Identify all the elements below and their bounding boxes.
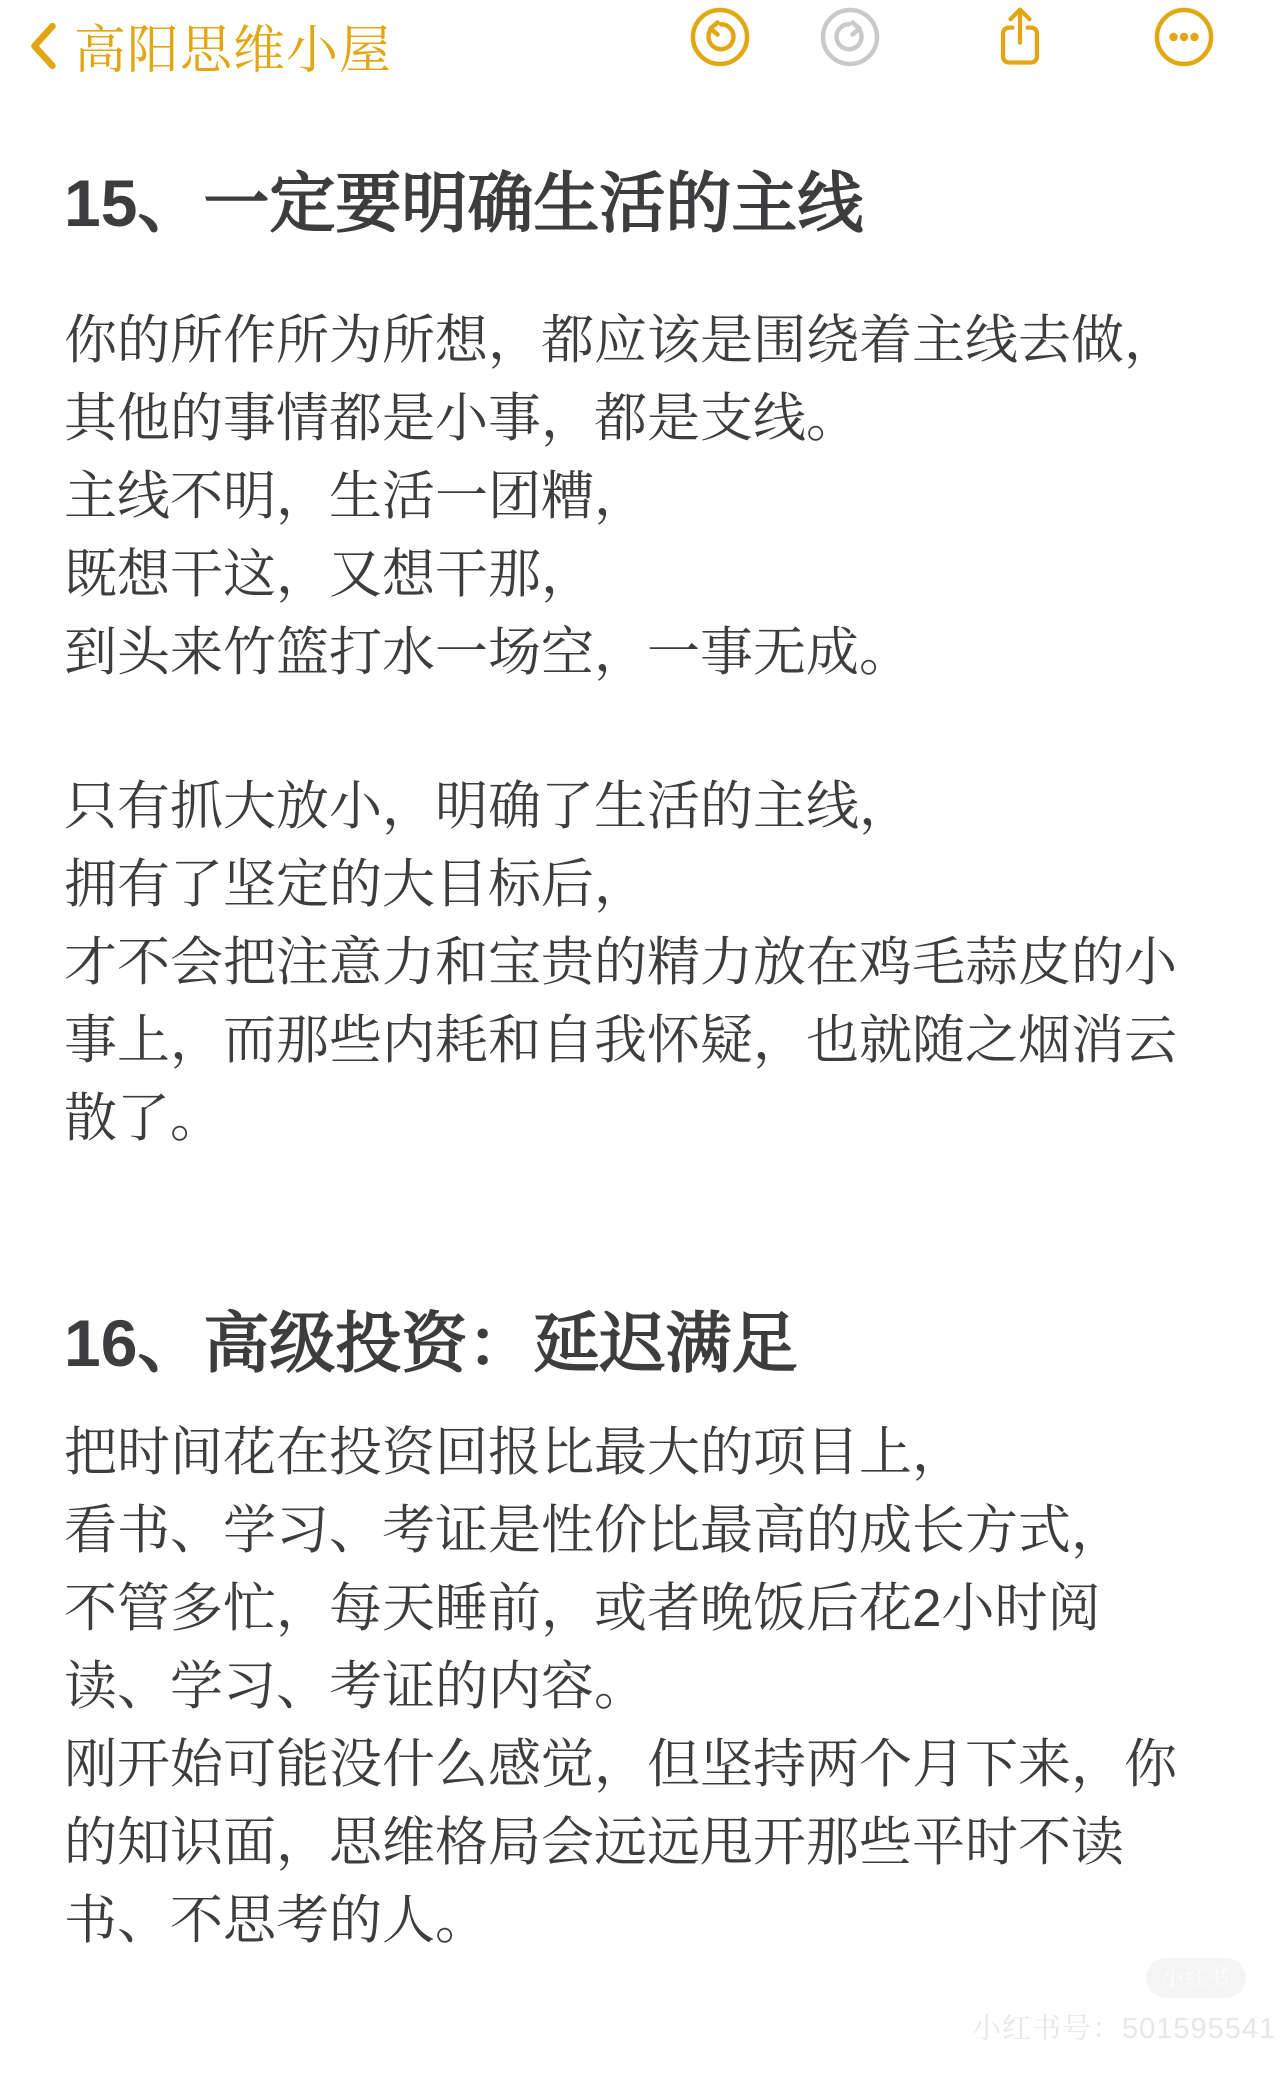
paragraph-delayed-gratification: [64, 1414, 1254, 1960]
nav-bar: [0, 0, 1284, 86]
undo-icon: [688, 4, 752, 70]
text-line: 的知识面，思维格局会远远甩开那些平时不读: [64, 1813, 1124, 1872]
text-line: 主线不明，生活一团糟，: [64, 467, 647, 526]
text-line: 读、学习、考证的内容。: [64, 1657, 647, 1716]
redo-icon: [818, 4, 882, 70]
note-content[interactable]: [0, 86, 1284, 2076]
paragraph-focus-big: [64, 768, 1254, 1158]
section-heading-15: 15、一定要明确生活的主线: [64, 166, 864, 241]
text-line: 书、不思考的人。: [64, 1891, 488, 1950]
xiaohongshu-badge: 小红书: [1146, 1958, 1246, 1998]
section-heading-16: 16、高级投资：延迟满足: [64, 1306, 798, 1381]
text-line: 既想干这，又想干那，: [64, 545, 594, 604]
text-line: 你的所作所为所想，都应该是围绕着主线去做，: [64, 311, 1177, 370]
share-button[interactable]: [988, 4, 1052, 70]
text-line: 才不会把注意力和宝贵的精力放在鸡毛蒜皮的小: [64, 933, 1177, 992]
back-chevron-icon: [26, 20, 60, 72]
paragraph-main-line: [64, 302, 1254, 692]
text-line: 散了。: [64, 1089, 223, 1148]
text-line: 把时间花在投资回报比最大的项目上，: [64, 1423, 965, 1482]
text-line: 事上，而那些内耗和自我怀疑，也就随之烟消云: [64, 1011, 1177, 1070]
text-line: 到头来竹篮打水一场空，一事无成。: [64, 623, 912, 682]
text-line: 不管多忙，每天睡前，或者晚饭后花2小时阅: [64, 1579, 1101, 1638]
xiaohongshu-id-watermark: 小红书号：501595541: [972, 2013, 1277, 2045]
undo-button[interactable]: [688, 4, 752, 70]
ellipsis-icon: [1152, 4, 1216, 70]
text-line: 只有抓大放小，明确了生活的主线，: [64, 777, 912, 836]
more-button[interactable]: [1152, 4, 1216, 70]
text-line: 拥有了坚定的大目标后，: [64, 855, 647, 914]
text-line: 看书、学习、考证是性价比最高的成长方式，: [64, 1501, 1124, 1560]
share-icon: [988, 4, 1052, 70]
back-button-label: 高阳思维小屋: [74, 22, 393, 80]
back-button[interactable]: [26, 8, 392, 83]
text-line: 刚开始可能没什么感觉，但坚持两个月下来，你: [64, 1735, 1177, 1794]
text-line: 其他的事情都是小事，都是支线。: [64, 389, 859, 448]
redo-button[interactable]: [818, 4, 882, 70]
